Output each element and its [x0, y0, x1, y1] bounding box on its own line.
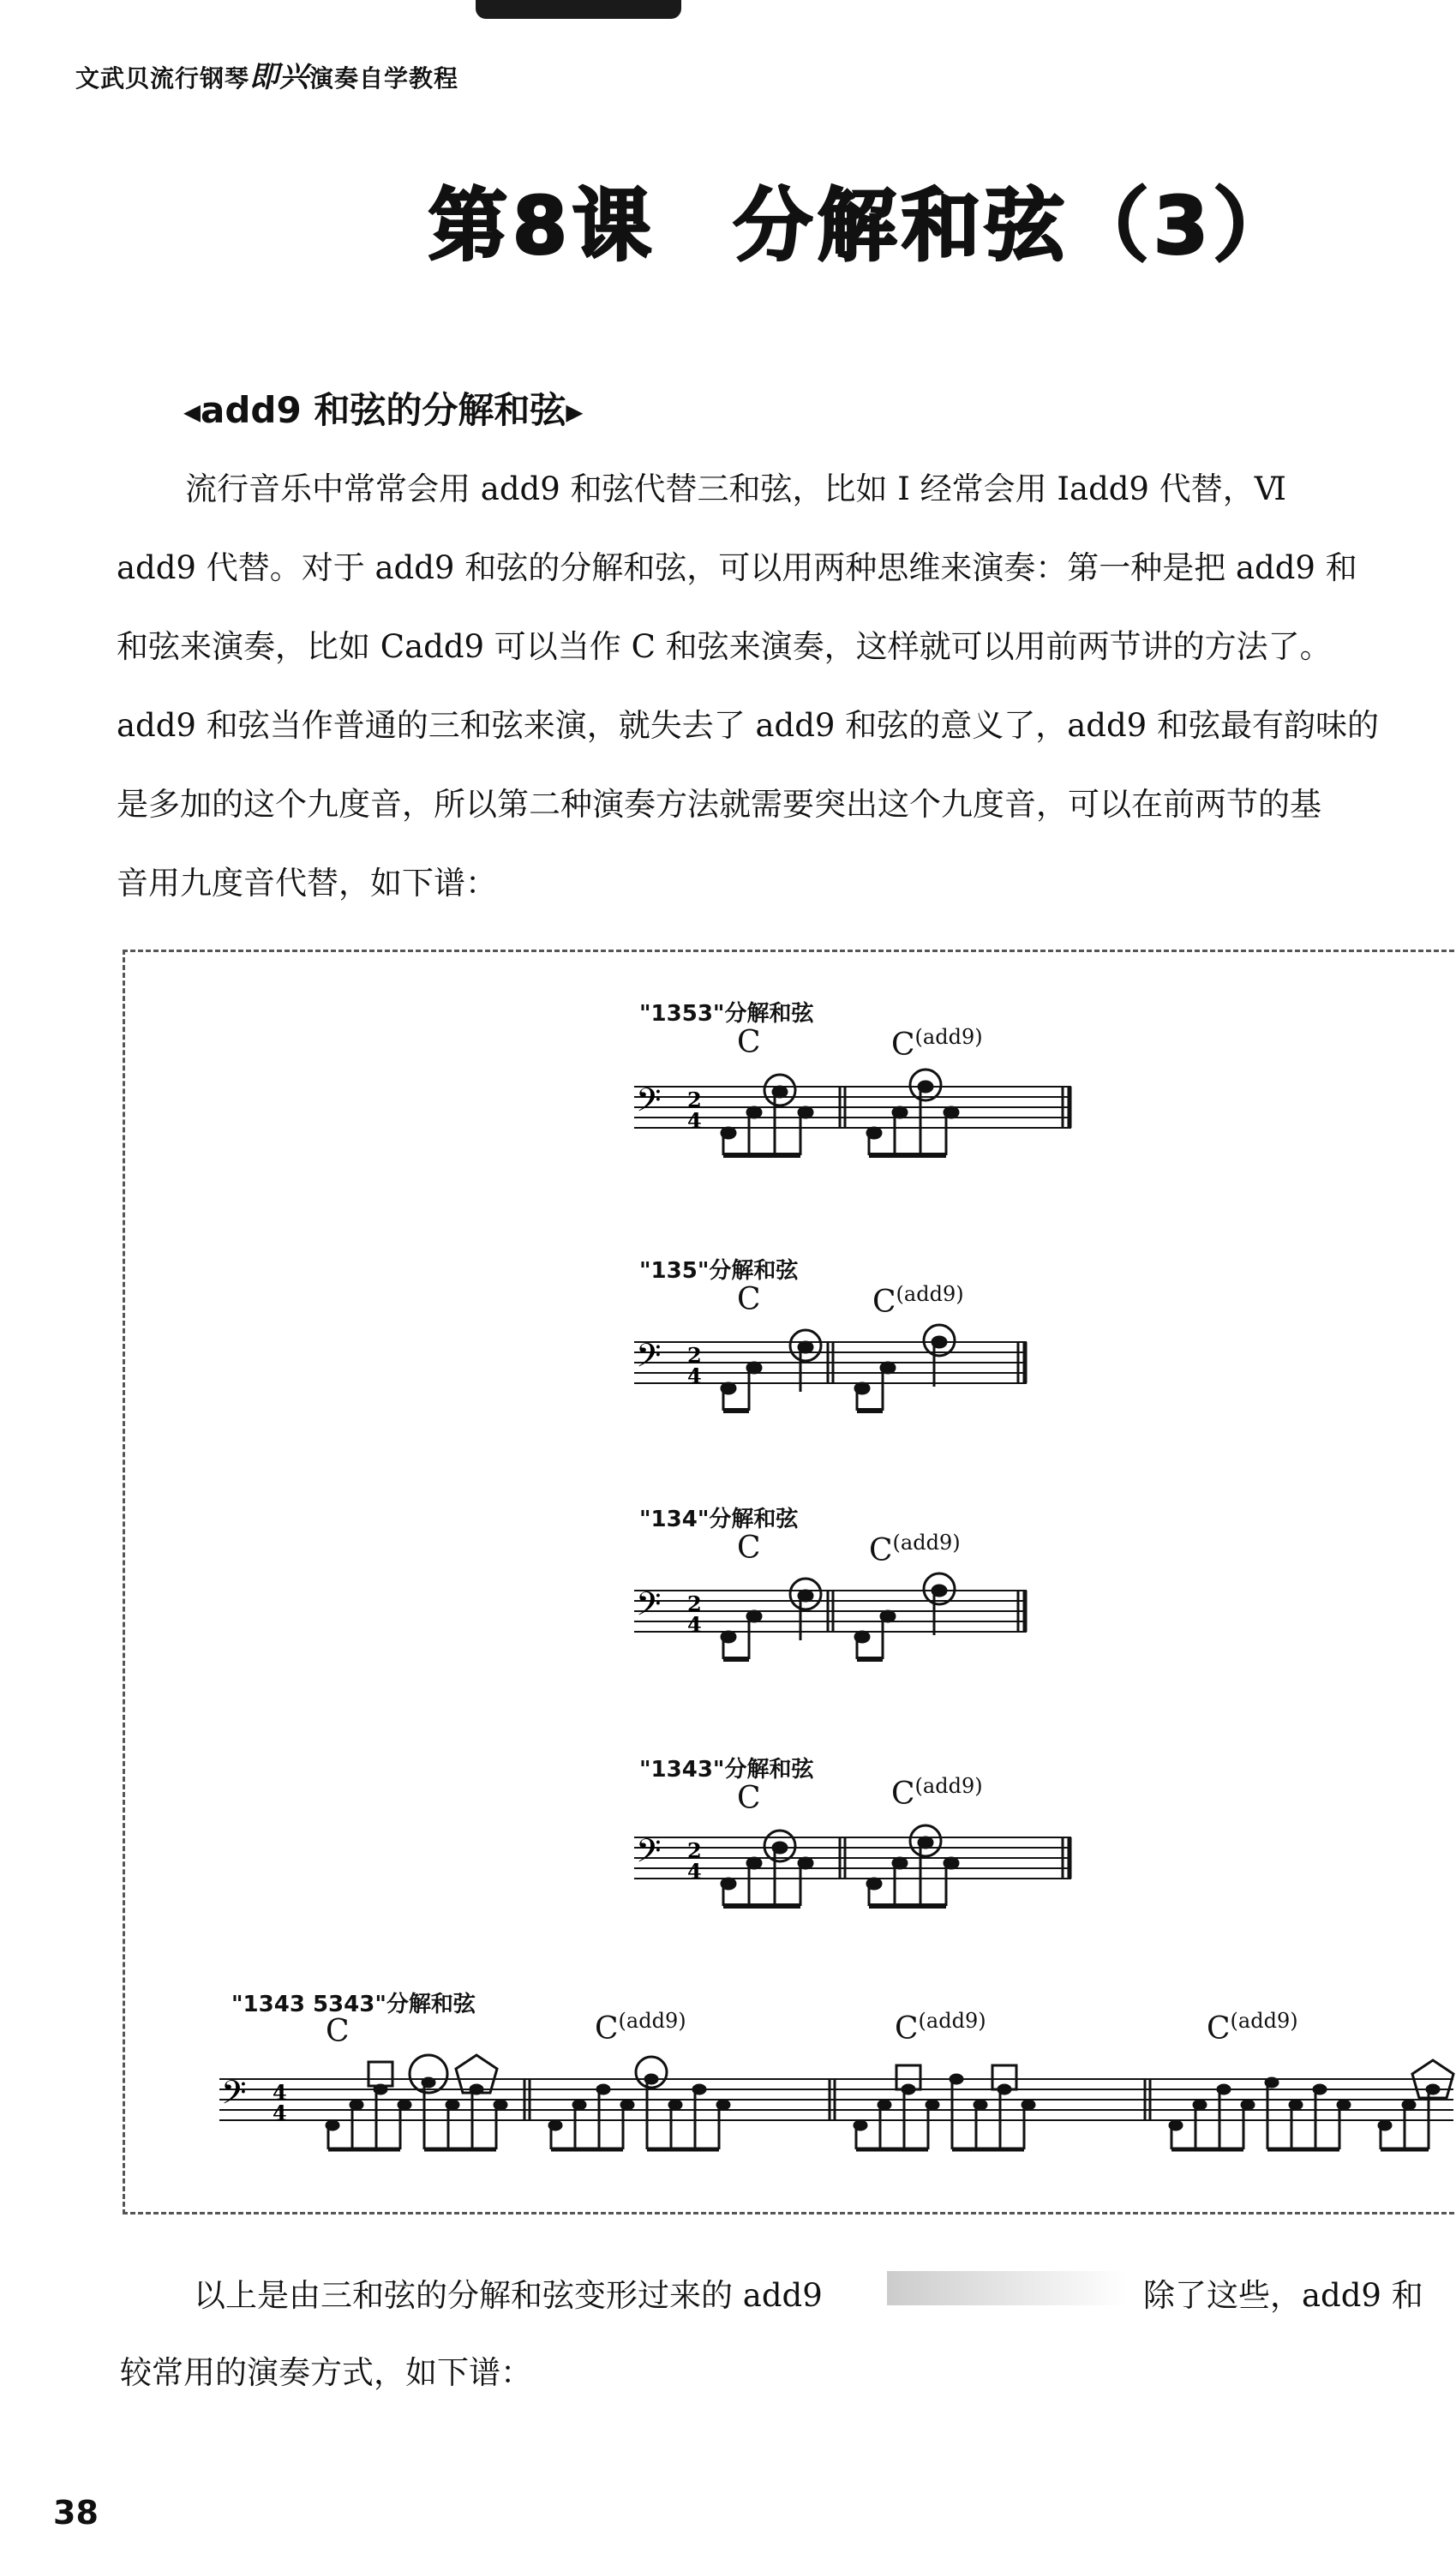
- chord-symbol: C: [326, 2014, 350, 2049]
- time-sig-bottom: 4: [687, 1108, 702, 1133]
- chord-symbol: $C^{(add9)}$: [872, 1282, 964, 1320]
- time-sig-top: 2: [687, 1088, 702, 1112]
- time-sig-bottom: 4: [687, 1363, 702, 1388]
- paragraph-line: add9 代替。对于 add9 和弦的分解和弦，可以用两种思维来演奏：第一种是把 add9 和: [117, 549, 1357, 586]
- chord-symbol: C: [737, 1282, 761, 1317]
- time-sig-bottom: 4: [687, 1612, 702, 1637]
- highlight-square: [368, 2062, 392, 2086]
- chord-symbol: C: [737, 1781, 761, 1816]
- paragraph-line: add9 和弦当作普通的三和弦来演，就失去了 add9 和弦的意义了，add9 和弦最有韵味的: [117, 707, 1379, 744]
- time-sig-top: 4: [273, 2080, 287, 2105]
- after-text: 较常用的演奏方式，如下谱：: [120, 2354, 532, 2391]
- left-triangle-icon: ◀: [183, 399, 201, 426]
- running-head: 文武贝流行钢琴即兴演奏自学教程: [75, 60, 459, 94]
- lesson-topic: 分解和弦（3）: [734, 180, 1298, 272]
- bass-clef-icon: 𝄢: [636, 1831, 662, 1878]
- time-sig-bottom: 4: [687, 1859, 702, 1884]
- after-text: 以上是由三和弦的分解和弦变形过来的 add9: [194, 2277, 823, 2314]
- chord-symbol: $C^{(add9)}$: [869, 1531, 961, 1568]
- example-label: "1343"分解和弦: [639, 1757, 814, 1783]
- paragraph-line: 流行音乐中常常会用 add9 和弦代替三和弦，比如 I 经常会用 Iadd9 代替，Ⅵ: [185, 470, 1286, 507]
- chord-symbol: $C^{(add9)}$: [891, 1025, 983, 1063]
- running-head-fancy: 即兴: [249, 60, 310, 94]
- bass-clef-icon: 𝄢: [636, 1081, 662, 1127]
- smudge: [887, 2271, 1127, 2305]
- lesson-number: 第8课: [428, 180, 657, 272]
- paragraph-line: 音用九度音代替，如下谱：: [117, 865, 497, 902]
- example-label: "1353"分解和弦: [639, 1001, 814, 1027]
- staff-1343: [634, 1820, 1080, 1915]
- chord-symbol: $C^{(add9)}$: [1207, 2009, 1298, 2047]
- time-sig-top: 2: [687, 1838, 702, 1863]
- paragraph-line: 和弦来演奏，比如 Cadd9 可以当作 C 和弦来演奏，这样就可以用前两节讲的方法了。: [117, 628, 1332, 665]
- staff-134: [634, 1573, 1046, 1668]
- bass-clef-icon: 𝄢: [221, 2073, 247, 2119]
- chapter-title: [428, 163, 1297, 276]
- section-heading: ◀add9 和弦的分解和弦▶: [183, 389, 584, 431]
- time-sig-top: 2: [687, 1591, 702, 1616]
- right-triangle-icon: ▶: [566, 399, 584, 426]
- chord-symbol: $C^{(add9)}$: [891, 1774, 983, 1812]
- staff-1343-5343: [219, 2057, 1453, 2160]
- example-label: "134"分解和弦: [639, 1507, 799, 1532]
- page-number: 38: [53, 2494, 99, 2532]
- chord-symbol: $C^{(add9)}$: [595, 2009, 686, 2047]
- time-sig-top: 2: [687, 1343, 702, 1368]
- staff-1353: [634, 1070, 1080, 1164]
- bass-clef-icon: 𝄢: [636, 1336, 662, 1382]
- chord-symbol: C: [737, 1025, 761, 1060]
- chord-symbol: $C^{(add9)}$: [895, 2009, 986, 2047]
- after-text: 除了这些，add9 和: [1143, 2277, 1423, 2314]
- paragraph-line: 是多加的这个九度音，所以第二种演奏方法就需要突出这个九度音，可以在前两节的基: [117, 786, 1321, 823]
- chord-symbol: C: [737, 1531, 761, 1566]
- bass-clef-icon: 𝄢: [636, 1585, 662, 1631]
- top-decoration: [476, 0, 681, 19]
- example-label: "1343 5343"分解和弦: [231, 1992, 476, 2017]
- time-sig-bottom: 4: [273, 2101, 287, 2125]
- example-label: "135"分解和弦: [639, 1258, 799, 1284]
- staff-135: [634, 1325, 1046, 1419]
